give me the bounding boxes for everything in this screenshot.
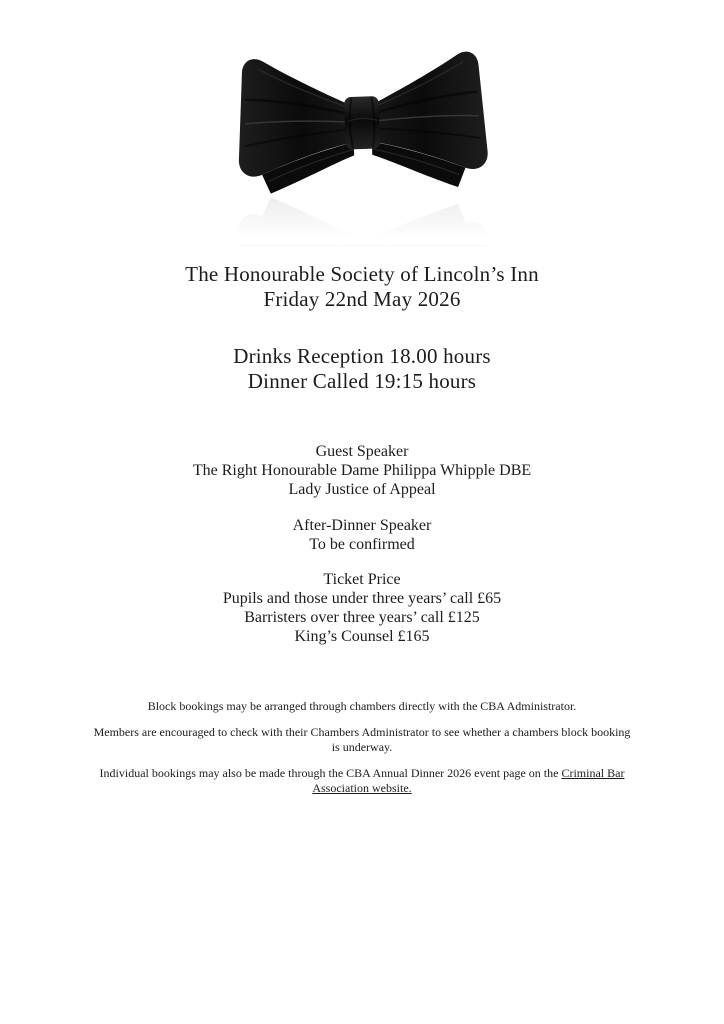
society-title: The Honourable Society of Lincoln’s Inn (185, 262, 539, 286)
ticket-tier-pupils: Pupils and those under three years’ call £65 (222, 590, 502, 607)
schedule-block (0, 344, 724, 394)
drinks-reception-line: Drinks Reception 18.00 hours (233, 344, 491, 368)
bow-tie-image (231, 44, 493, 246)
dinner-called-line: Dinner Called 19:15 hours (247, 369, 477, 393)
ticket-tier-barristers: Barristers over three years’ call £125 (244, 609, 480, 626)
title-block (0, 262, 724, 312)
ticket-price-heading: Ticket Price (323, 571, 401, 588)
event-date: Friday 22nd May 2026 (263, 287, 461, 311)
cba-website-link[interactable]: Criminal Bar Association website. (312, 766, 625, 795)
individual-bookings-note (92, 766, 632, 796)
guest-speaker-role: Lady Justice of Appeal (288, 481, 436, 498)
ticket-tier-kings-counsel: King’s Counsel £165 (294, 628, 430, 645)
ticket-price-block (0, 570, 724, 646)
after-dinner-speaker-status: To be confirmed (309, 536, 415, 553)
guest-speaker-name: The Right Honourable Dame Philippa Whipple DBE (192, 462, 532, 479)
after-dinner-speaker-block (0, 516, 724, 554)
after-dinner-speaker-heading: After-Dinner Speaker (292, 517, 432, 534)
guest-speaker-block (0, 442, 724, 499)
booking-info-block (92, 699, 632, 807)
bow-tie-graphic (231, 44, 493, 246)
members-note: Members are encouraged to check with their Chambers Administrator to see whether a chambers block booking is underway. (93, 725, 631, 754)
block-bookings-note: Block bookings may be arranged through chambers directly with the CBA Administrator. (147, 699, 577, 713)
individual-bookings-text: Individual bookings may also be made through the CBA Annual Dinner 2026 event page on the (99, 766, 562, 780)
guest-speaker-heading: Guest Speaker (315, 443, 409, 460)
